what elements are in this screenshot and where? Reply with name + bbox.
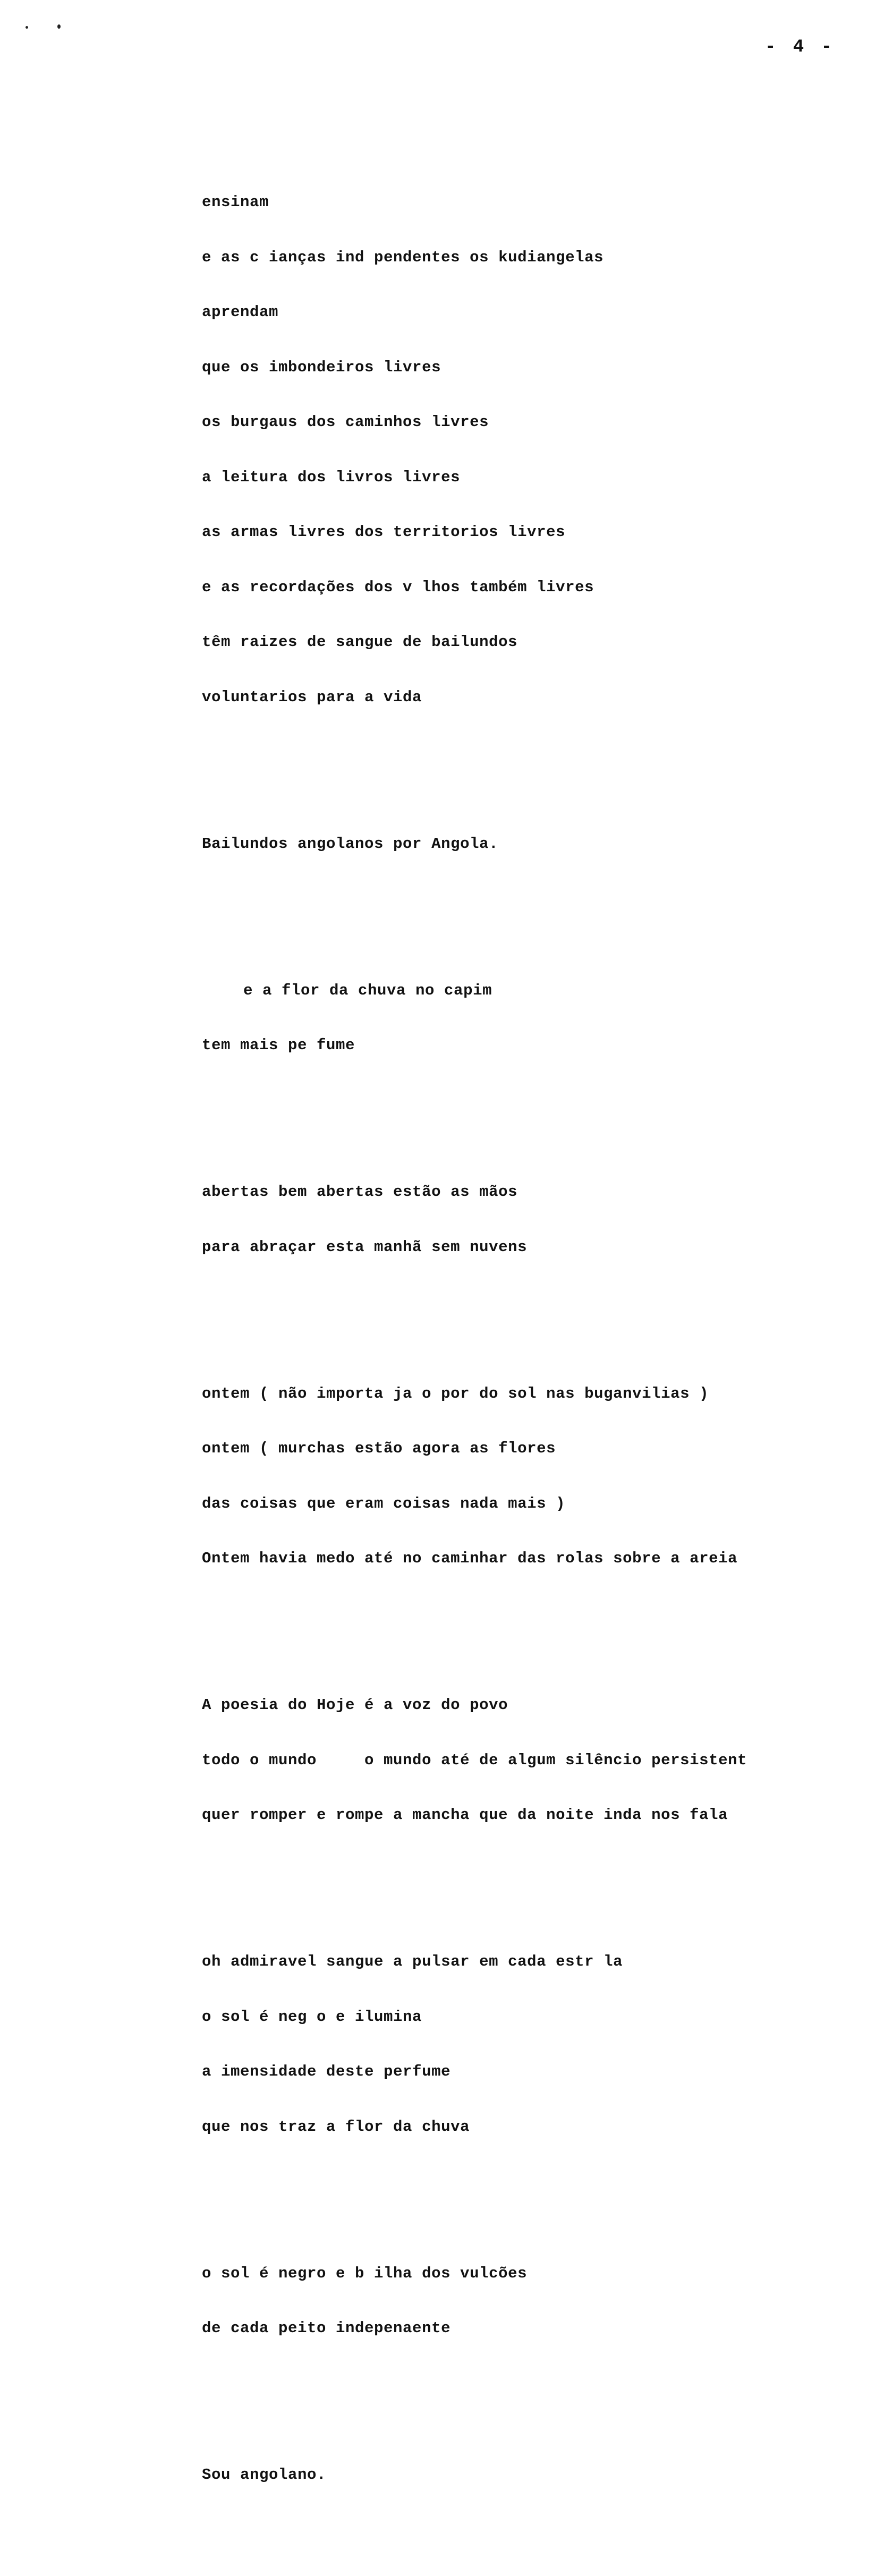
poem-line: Sou angolano.	[202, 2466, 327, 2484]
poem-line: para abraçar esta manhã sem nuvens	[202, 1238, 528, 1256]
page-number: - 4 -	[765, 37, 836, 57]
poem-line: aprendam	[202, 303, 279, 321]
poem-line: Ontem havia medo até no caminhar das rolas sobre a areia	[202, 1550, 738, 1567]
poem-line: a imensidade deste perfume	[202, 2063, 451, 2080]
ink-speck	[57, 24, 61, 29]
poem-line: todo o mundo o mundo até de algum silêncio persistent	[202, 1751, 747, 1769]
poem-line-indented: e a flor da chuva no capim	[243, 981, 492, 999]
ink-speck	[26, 26, 28, 29]
stanza-6	[202, 1660, 871, 1861]
poem-line: quer romper e rompe a mancha que da noite inda nos fala	[202, 1806, 728, 1824]
poem-line: oh admiravel sangue a pulsar em cada estr la	[202, 1953, 623, 1970]
poem-line: tem mais pe fume	[202, 1036, 355, 1054]
poem-line: ontem ( não importa ja o por do sol nas buganvilias )	[202, 1384, 709, 1402]
stanza-8	[202, 2228, 871, 2375]
poem-line: Bailundos angolanos por Angola.	[202, 835, 499, 853]
poem-body	[202, 120, 871, 2576]
stanza-9	[202, 2429, 871, 2521]
stanza-2	[202, 798, 871, 890]
poem-line: têm raizes de sangue de bailundos	[202, 633, 518, 651]
poem-line: que os imbondeiros livres	[202, 358, 441, 376]
stanza-5	[202, 1348, 871, 1605]
poem-line: abertas bem abertas estão as mãos	[202, 1183, 518, 1201]
poem-line: os burgaus dos caminhos livres	[202, 413, 489, 431]
poem-line: a leitura dos livros livres	[202, 468, 461, 486]
poem-line: e as c ianças ind pendentes os kudiangelas	[202, 248, 604, 266]
stanza-4	[202, 1146, 871, 1293]
poem-line: ensinam	[202, 193, 269, 211]
poem-line: e as recordações dos v lhos também livres	[202, 578, 594, 596]
poem-line: voluntarios para a vida	[202, 688, 422, 706]
poem-line: das coisas que eram coisas nada mais )	[202, 1494, 566, 1512]
poem-line: o sol é negro e b ilha dos vulcões	[202, 2264, 528, 2282]
poem-line: A poesia do Hoje é a voz do povo	[202, 1696, 508, 1714]
stanza-1	[202, 157, 871, 743]
poem-line: que nos traz a flor da chuva	[202, 2118, 470, 2136]
stanza-3	[202, 945, 871, 1092]
poem-line: ontem ( murchas estão agora as flores	[202, 1440, 556, 1457]
stanza-7	[202, 1916, 871, 2173]
poem-line: o sol é neg o e ilumina	[202, 2008, 422, 2026]
poem-line: de cada peito indepenaente	[202, 2319, 451, 2337]
poem-line: as armas livres dos territorios livres	[202, 523, 566, 541]
